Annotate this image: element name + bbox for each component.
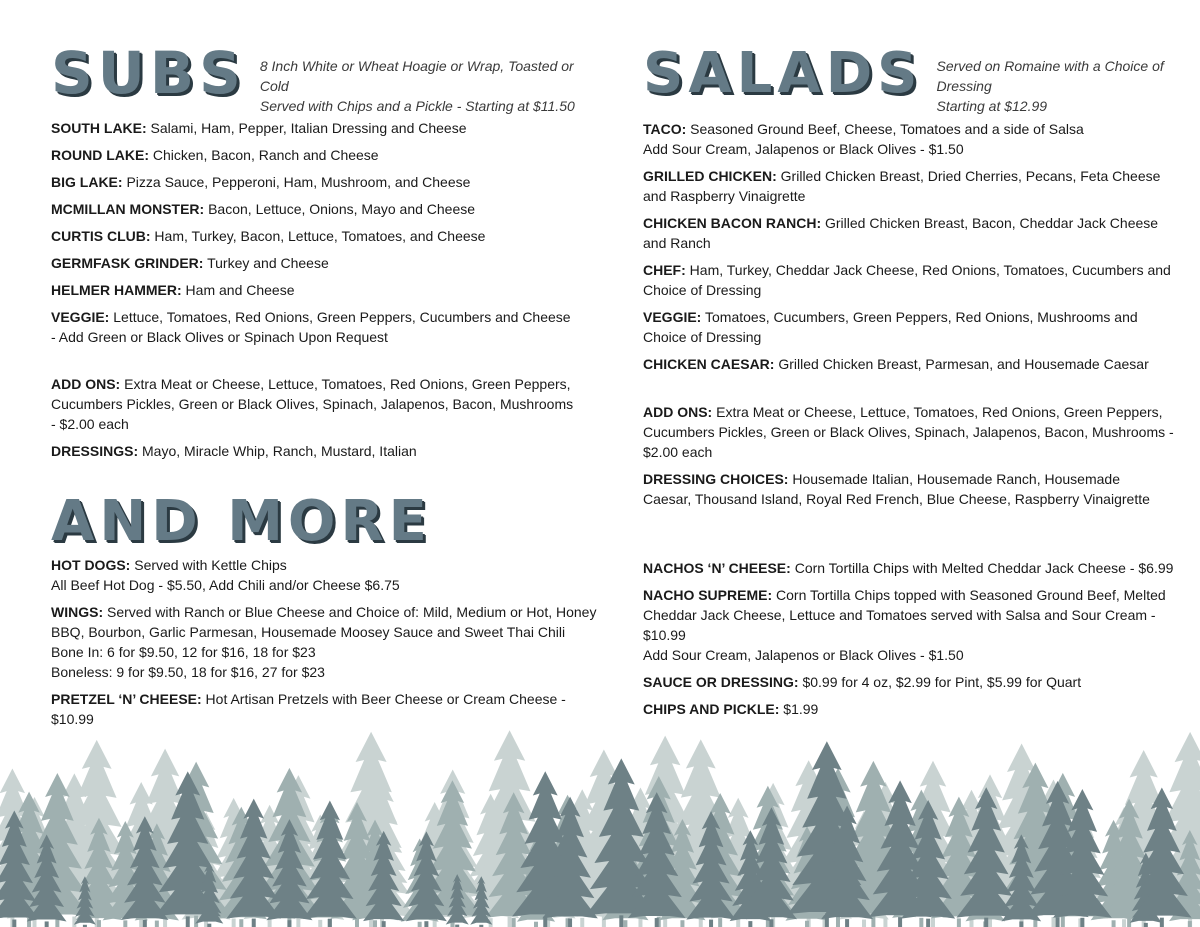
item-desc: Corn Tortilla Chips topped with Seasoned Ground Beef, Melted	[772, 587, 1166, 603]
spacer	[643, 516, 1178, 558]
subs-note	[260, 56, 606, 116]
item-desc: Ham and Cheese	[181, 282, 295, 298]
and-more-title: AND MORE	[51, 489, 432, 554]
dressings	[51, 441, 606, 461]
pine-trunk	[580, 918, 584, 927]
item-desc: and Ranch	[643, 235, 711, 251]
pine-trunk	[207, 924, 211, 927]
pine-trunk	[1019, 921, 1023, 927]
item-name: SOUTH LAKE:	[51, 120, 147, 136]
item-name: CHICKEN CAESAR:	[643, 356, 775, 372]
item-name: ADD ONS:	[51, 376, 121, 392]
item-name: DRESSING CHOICES:	[643, 471, 789, 487]
menu-item	[643, 354, 1178, 374]
pine-trunk	[534, 922, 538, 927]
item-name: GRILLED CHICKEN:	[643, 168, 777, 184]
menu-item	[51, 253, 606, 273]
pine-trunk	[769, 919, 773, 927]
pine-trunk	[1056, 917, 1060, 927]
pine-trunk	[984, 918, 988, 927]
pine-trunk	[123, 920, 127, 927]
item-name: HOT DOGS:	[51, 557, 131, 573]
pine-trunk	[1144, 923, 1148, 927]
pine-trunk	[883, 917, 887, 927]
pine-trunk	[1160, 918, 1164, 927]
menu-item	[51, 689, 606, 729]
menu-item	[643, 166, 1178, 206]
item-desc: Cucumbers Pickles, Green or Black Olives, Spinach, Jalapenos, Bacon, Mushrooms	[51, 396, 574, 412]
item-name: ROUND LAKE:	[51, 147, 149, 163]
pine-trunk	[619, 915, 623, 927]
item-name: WINGS:	[51, 604, 104, 620]
spacer	[643, 381, 1178, 402]
pine-trunk	[957, 918, 961, 927]
item-desc: Served with Kettle Chips	[130, 557, 287, 573]
item-desc: Hot Artisan Pretzels with Beer Cheese or Cream Cheese - $10.99	[51, 691, 566, 727]
pine-trunk	[1122, 919, 1126, 927]
menu-item	[51, 199, 606, 219]
pine-trunk	[1188, 921, 1192, 927]
item-desc: Seasoned Ground Beef, Cheese, Tomatoes and a side of Salsa	[686, 121, 1084, 137]
pine-trunk	[845, 919, 849, 927]
item-desc: $2.00 each	[643, 444, 713, 460]
subs-note-line: Served with Chips and a Pickle - Starting at $11.50	[259, 98, 575, 114]
addons	[643, 402, 1178, 462]
item-desc: Grilled Chicken Breast, Bacon, Cheddar Jack Cheese	[821, 215, 1159, 231]
menu-item	[643, 260, 1178, 300]
item-desc: Ham, Turkey, Cheddar Jack Cheese, Red Onions, Tomatoes, Cucumbers and	[685, 262, 1171, 278]
salads-list	[643, 119, 1178, 719]
item-name: PRETZEL ‘N’ CHEESE:	[51, 691, 202, 707]
pine-trunk	[512, 918, 516, 927]
item-desc: Grilled Chicken Breast, Dried Cherries, Pecans, Feta Cheese	[776, 168, 1161, 184]
item-name: NACHOS ‘N’ CHEESE:	[643, 560, 791, 576]
pine-trunk	[232, 919, 236, 927]
item-desc: Served with Ranch or Blue Cheese and Choice of: Mild, Medium or Hot, Honey	[103, 604, 597, 620]
pine-trunk	[805, 921, 809, 927]
pine-trunk	[748, 921, 752, 927]
pine-trunk	[926, 919, 930, 927]
item-name: VEGGIE:	[643, 309, 702, 325]
item-desc: Corn Tortilla Chips with Melted Cheddar Jack Cheese - $6.99	[790, 560, 1174, 576]
pine-trunk	[1112, 920, 1116, 927]
item-desc: Caesar, Thousand Island, Royal Red French, Blue Cheese, Raspberry Vinaigrette	[643, 491, 1150, 507]
pine-trunk	[655, 918, 659, 927]
addons	[51, 374, 606, 434]
item-desc: - $2.00 each	[51, 416, 129, 432]
item-desc: Bone In: 6 for $9.50, 12 for $16, 18 for $23	[51, 644, 316, 660]
item-name: ADD ONS:	[643, 404, 713, 420]
item-desc: Chicken, Bacon, Ranch and Cheese	[149, 147, 379, 163]
item-desc: Salami, Ham, Pepper, Italian Dressing and Cheese	[146, 120, 467, 136]
salads-header	[643, 41, 1178, 116]
pine-trunk	[287, 920, 291, 927]
item-desc: Extra Meat or Cheese, Lettuce, Tomatoes, Red Onions, Green Peppers,	[120, 376, 571, 392]
item-desc: $1.99	[779, 701, 819, 717]
item-name: HELMER HAMMER:	[51, 282, 182, 298]
item-desc: Lettuce, Tomatoes, Red Onions, Green Peppers, Cucumbers and Cheese	[109, 309, 571, 325]
item-name: CHEF:	[643, 262, 686, 278]
pine-trunk	[268, 919, 272, 927]
item-name: TACO:	[643, 121, 687, 137]
menu-item	[51, 307, 606, 347]
pine-trunk	[718, 918, 722, 927]
menu-item	[51, 602, 606, 682]
pine-trunk	[709, 920, 713, 927]
item-desc: Add Sour Cream, Jalapenos or Black Olives - $1.50	[643, 141, 964, 157]
pine-trunk	[424, 921, 428, 927]
pine-trunk	[97, 920, 101, 927]
item-desc: Extra Meat or Cheese, Lettuce, Tomatoes, Red Onions, Green Peppers,	[712, 404, 1163, 420]
item-name: BIG LAKE:	[51, 174, 123, 190]
subs-note-line: 8 Inch White or Wheat Hoagie or Wrap, Toasted or Cold	[259, 58, 574, 94]
item-desc: Cheddar Jack Cheese, Lettuce and Tomatoes served with Salsa and Sour Cream - $10.99	[643, 607, 1156, 643]
item-desc: Housemade Italian, Housemade Ranch, Housemade	[788, 471, 1120, 487]
menu-item	[51, 555, 606, 595]
menu-item	[643, 119, 1178, 159]
salads-title: SALADS	[643, 41, 923, 106]
pine-trunk	[1127, 919, 1131, 927]
item-desc: Boneless: 9 for $9.50, 18 for $16, 27 for $23	[51, 664, 325, 680]
pine-trunk	[871, 916, 875, 927]
menu-item	[643, 213, 1178, 253]
pine-trunk	[12, 920, 16, 927]
pine-trunk	[623, 920, 627, 927]
pine-trunk	[1061, 917, 1065, 927]
pine-trunk	[836, 916, 840, 927]
item-extra: - Add Green or Black Olives or Spinach Upon Request	[51, 329, 388, 345]
item-name: DRESSINGS:	[51, 443, 139, 459]
menu-item	[51, 145, 606, 165]
item-name: GERMFASK GRINDER:	[51, 255, 204, 271]
salads-note-line: Served on Romaine with a Choice of Dressing	[936, 58, 1164, 94]
pine-trunk	[418, 922, 422, 927]
item-desc: $0.99 for 4 oz, $2.99 for Pint, $5.99 for Quart	[798, 674, 1082, 690]
item-desc: Grilled Chicken Breast, Parmesan, and Housemade Caesar	[774, 356, 1149, 372]
pine-trunk	[862, 920, 866, 927]
item-desc: Ham, Turkey, Bacon, Lettuce, Tomatoes, and Cheese	[150, 228, 486, 244]
pine-trunk	[680, 920, 684, 927]
item-name: NACHO SUPREME:	[643, 587, 773, 603]
menu-item	[643, 585, 1178, 665]
item-name: CHICKEN BACON RANCH:	[643, 215, 822, 231]
dressing-choices	[643, 469, 1178, 509]
item-desc: Cucumbers Pickles, Green or Black Olives, Spinach, Jalapenos, Bacon, Mushrooms -	[643, 424, 1174, 440]
menu-item	[643, 558, 1178, 578]
item-desc: Turkey and Cheese	[203, 255, 329, 271]
menu-item	[51, 280, 606, 300]
item-name: CURTIS CLUB:	[51, 228, 151, 244]
item-desc: Tomatoes, Cucumbers, Green Peppers, Red Onions, Mushrooms and	[701, 309, 1138, 325]
salads-note	[937, 56, 1178, 116]
item-name: SAUCE OR DRESSING:	[643, 674, 799, 690]
menu-item	[643, 307, 1178, 347]
item-desc: Choice of Dressing	[643, 329, 762, 345]
pine-trunk	[328, 919, 332, 927]
pine-trunk	[1051, 917, 1055, 927]
subs-list	[51, 118, 606, 461]
pine-trunk	[318, 920, 322, 927]
menu-item	[51, 172, 606, 192]
subs-title: SUBS	[51, 39, 246, 107]
item-desc: Choice of Dressing	[643, 282, 762, 298]
item-desc: All Beef Hot Dog - $5.50, Add Chili and/or Cheese $6.75	[51, 577, 400, 593]
pine-trunk	[1080, 918, 1084, 927]
menu-item	[643, 699, 1178, 719]
item-desc: BBQ, Bourbon, Garlic Parmesan, Housemade Moosey Sauce and Sweet Thai Chili	[51, 624, 566, 640]
left-column	[51, 39, 606, 736]
pine-trunk	[382, 921, 386, 927]
spacer	[51, 354, 606, 374]
salads-note-line: Starting at $12.99	[936, 98, 1048, 114]
pine-trunk	[373, 920, 377, 927]
pine-trunk	[568, 918, 572, 927]
right-column	[643, 41, 1178, 726]
item-desc: Mayo, Miracle Whip, Ranch, Mustard, Italian	[138, 443, 417, 459]
item-desc: Bacon, Lettuce, Onions, Mayo and Cheese	[204, 201, 476, 217]
item-desc: Add Sour Cream, Jalapenos or Black Olives - $1.50	[643, 647, 964, 663]
pine-trunk	[919, 918, 923, 927]
pine-trunk	[186, 916, 190, 927]
menu-item	[51, 226, 606, 246]
pine-trunk	[45, 921, 49, 927]
pine-trunk	[72, 917, 76, 927]
subs-header	[51, 39, 606, 116]
item-name: MCMILLAN MONSTER:	[51, 201, 205, 217]
menu-item	[643, 672, 1178, 692]
item-desc: Pizza Sauce, Pepperoni, Ham, Mushroom, and Cheese	[122, 174, 471, 190]
item-desc: and Raspberry Vinaigrette	[643, 188, 806, 204]
item-name: VEGGIE:	[51, 309, 110, 325]
pine-trunk	[355, 919, 359, 927]
menu-item	[51, 118, 606, 138]
pine-trunk	[143, 920, 147, 927]
pine-trunk	[155, 921, 159, 927]
pine-trunk	[252, 919, 256, 927]
more-list	[51, 555, 606, 729]
pine-trunk	[239, 919, 243, 927]
item-name: CHIPS AND PICKLE:	[643, 701, 780, 717]
